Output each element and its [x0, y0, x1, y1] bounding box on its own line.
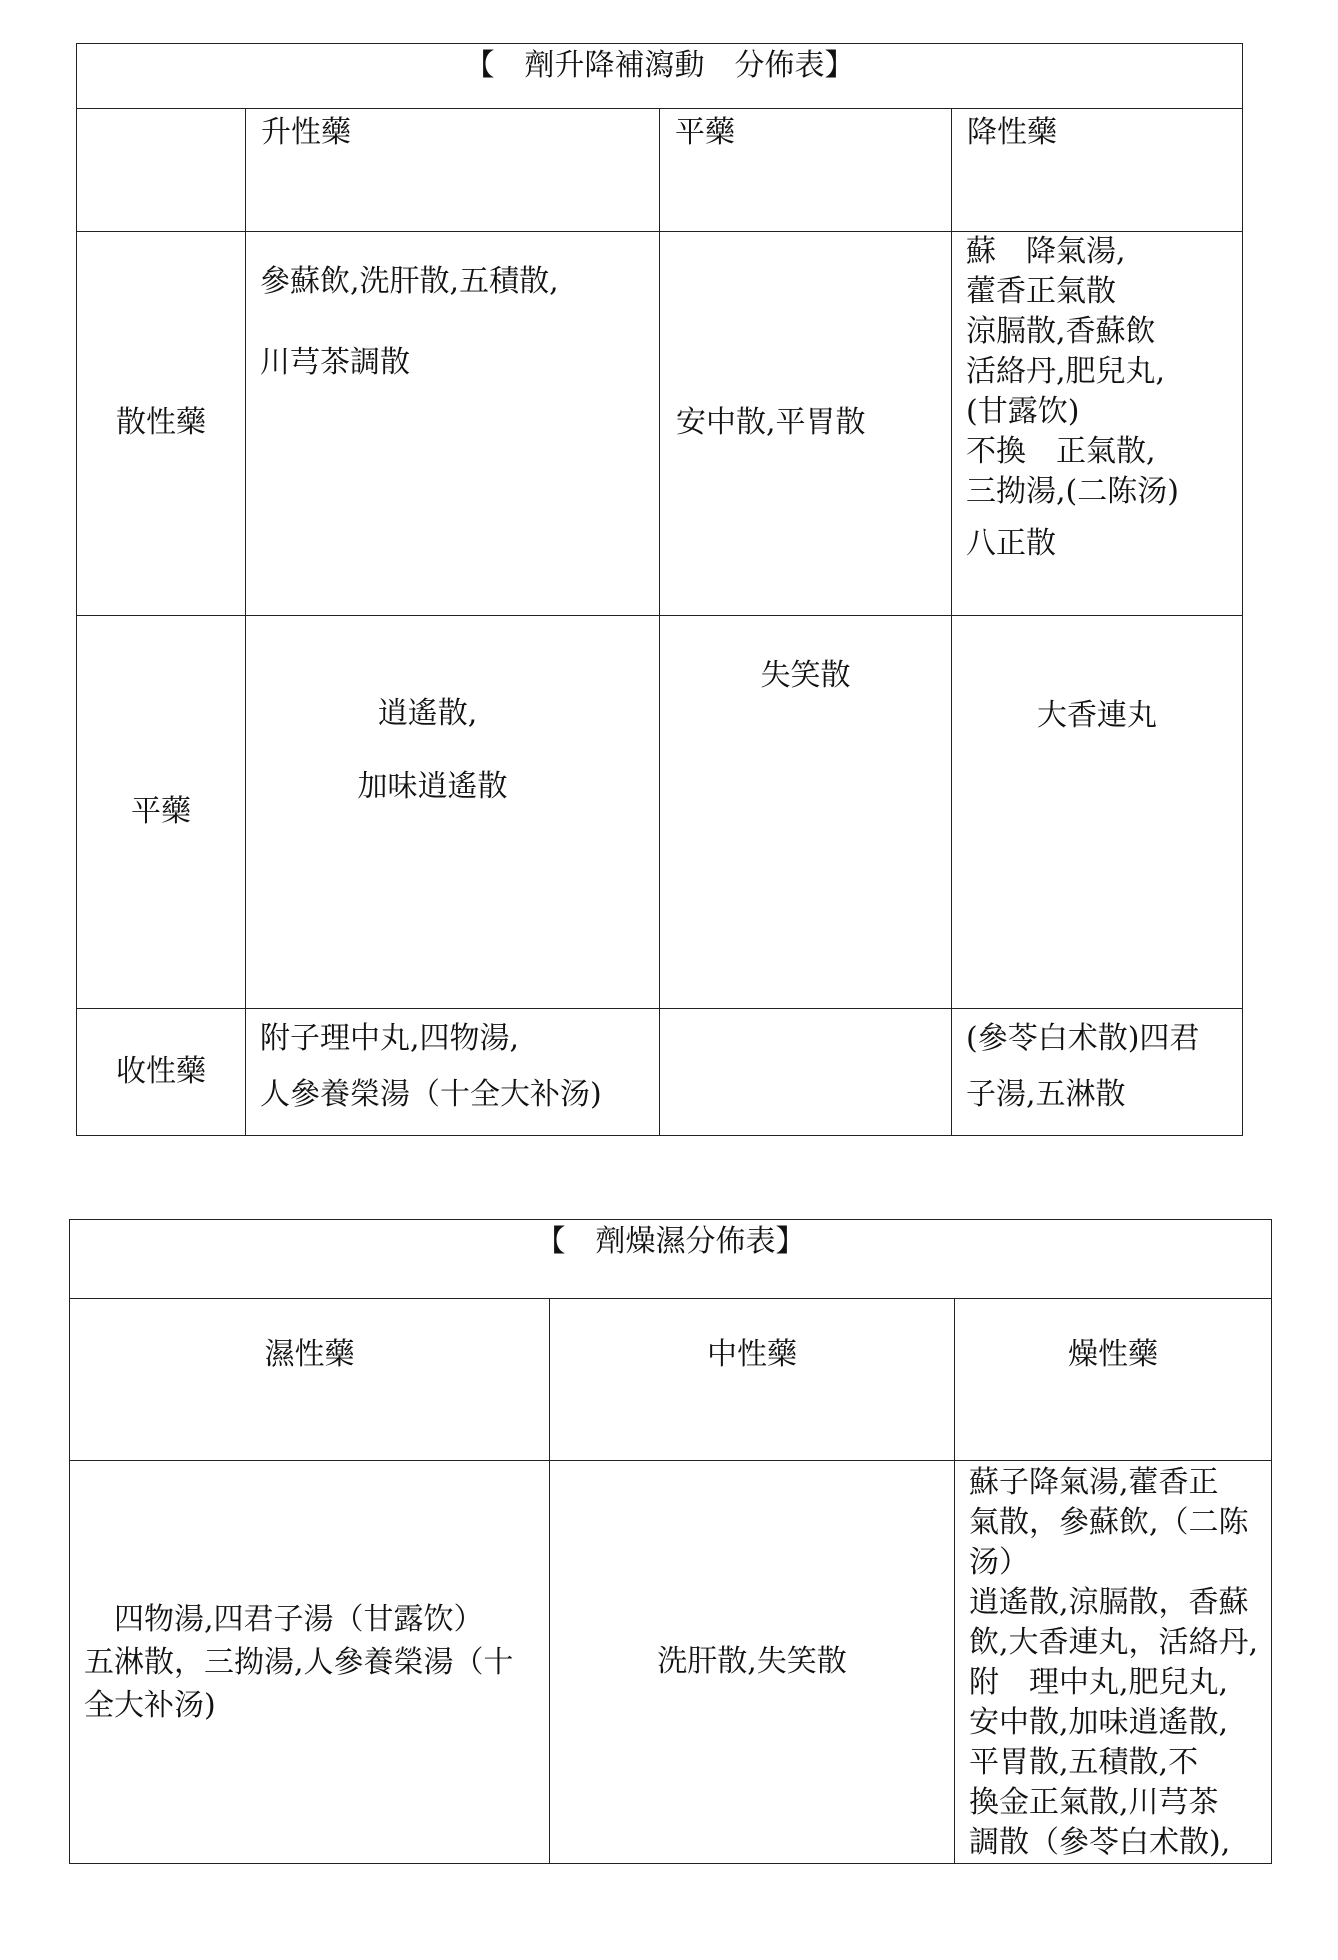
- table2-title: 【 劑燥濕分佈表】: [535, 1224, 806, 1259]
- table-ascending-descending: [76, 43, 1243, 1136]
- table1-header-ascending: 升性藥: [246, 109, 660, 232]
- row-label-astringent: 收性藥: [77, 1009, 246, 1136]
- cell-dispersing-neutral: 安中散,平胃散: [660, 232, 952, 616]
- cell-neutral: 洗肝散,失笑散: [550, 1461, 955, 1864]
- table1-title: 【 劑升降補瀉動 分佈表】: [464, 48, 855, 83]
- table2-title-cell: [70, 1220, 1272, 1299]
- cell-dispersing-descending: 蘇 降氣湯, 藿香正氣散 涼膈散,香蘇飲 活絡丹,肥兒丸, (甘露饮) 不換 正氣散, 三拗湯,(二陈汤) 八正散: [952, 232, 1243, 616]
- cell-neutral-neutral: 失笑散: [660, 616, 952, 1009]
- table1-header-descending: 降性藥: [952, 109, 1243, 232]
- row-label-dispersing: 散性藥: [77, 232, 246, 616]
- table2-header-moist: 濕性藥: [70, 1299, 550, 1461]
- cell-astringent-ascending: 附子理中丸,四物湯, 人參養榮湯（十全大补汤): [246, 1009, 660, 1136]
- cell-neutral-ascending: 逍遙散, 加味逍遙散: [246, 616, 660, 1009]
- cell-astringent-descending: (參苓白术散)四君 子湯,五淋散: [952, 1009, 1243, 1136]
- cell-dry: 蘇子降氣湯,藿香正 氣散，參蘇飲,（二陈 汤） 逍遙散,涼膈散，香蘇 飲,大香連丸，活絡丹, 附 理中丸,肥兒丸, 安中散,加味逍遙散, 平胃散,五積散,不 換金正氣散,川芎茶 調散（參苓白术散),: [955, 1461, 1272, 1864]
- table2-header-neutral: 中性藥: [550, 1299, 955, 1461]
- table1-header-corner: [77, 109, 246, 232]
- cell-astringent-neutral: [660, 1009, 952, 1136]
- table1-title-cell: [77, 44, 1243, 109]
- table-dry-damp: [69, 1219, 1272, 1864]
- cell-dispersing-ascending: 參蘇飲,洗肝散,五積散, 川芎茶調散: [246, 232, 660, 616]
- row-label-neutral: 平藥: [77, 616, 246, 1009]
- cell-moist: 四物湯,四君子湯（甘露饮） 五淋散，三拗湯,人參養榮湯（十 全大补汤): [70, 1461, 550, 1864]
- cell-neutral-descending: 大香連丸: [952, 616, 1243, 1009]
- table2-header-dry: 燥性藥: [955, 1299, 1272, 1461]
- table1-header-neutral: 平藥: [660, 109, 952, 232]
